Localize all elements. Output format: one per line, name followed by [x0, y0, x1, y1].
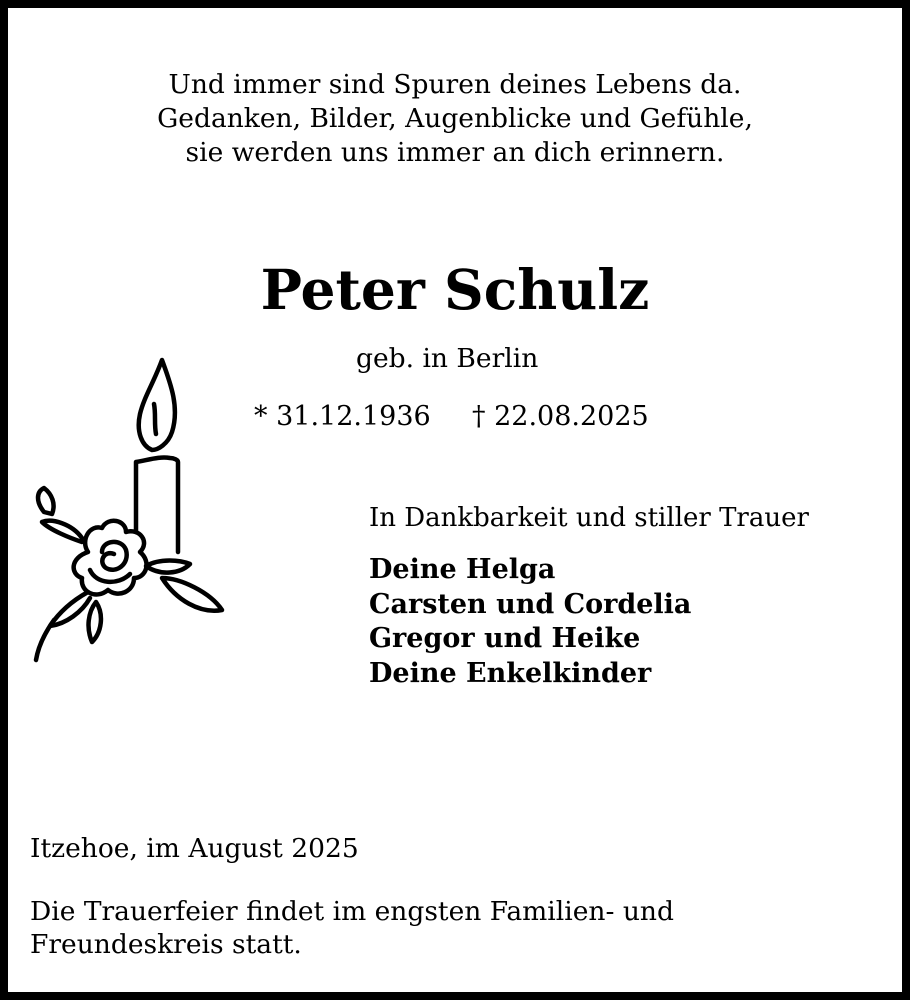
- birth-date: * 31.12.1936: [254, 401, 431, 432]
- family-member: Gregor und Heike: [369, 623, 641, 654]
- mourning-intro: In Dankbarkeit und stiller Trauer: [369, 503, 809, 533]
- death-date: † 22.08.2025: [472, 401, 649, 432]
- family-member: Deine Helga: [369, 554, 556, 585]
- family-list: [369, 553, 691, 691]
- birthplace: geb. in Berlin: [356, 343, 539, 374]
- family-member: Deine Enkelkinder: [369, 657, 652, 689]
- deceased-name: Peter Schulz: [260, 257, 650, 322]
- verse: [0, 68, 910, 170]
- verse-line: Und immer sind Spuren deines Lebens da.: [168, 69, 742, 100]
- place-date: Itzehoe, im August 2025: [30, 833, 359, 864]
- verse-line: sie werden uns immer an dich erinnern.: [185, 137, 725, 168]
- family-member: Carsten und Cordelia: [369, 588, 692, 620]
- candle-rose-icon: [30, 352, 230, 672]
- verse-line: Gedanken, Bilder, Augenblicke und Gefühle,: [157, 103, 753, 134]
- funeral-note: [30, 895, 674, 961]
- note-line: Die Trauerfeier findet im engsten Familien- und: [30, 896, 674, 927]
- note-line: Freundeskreis statt.: [30, 929, 302, 960]
